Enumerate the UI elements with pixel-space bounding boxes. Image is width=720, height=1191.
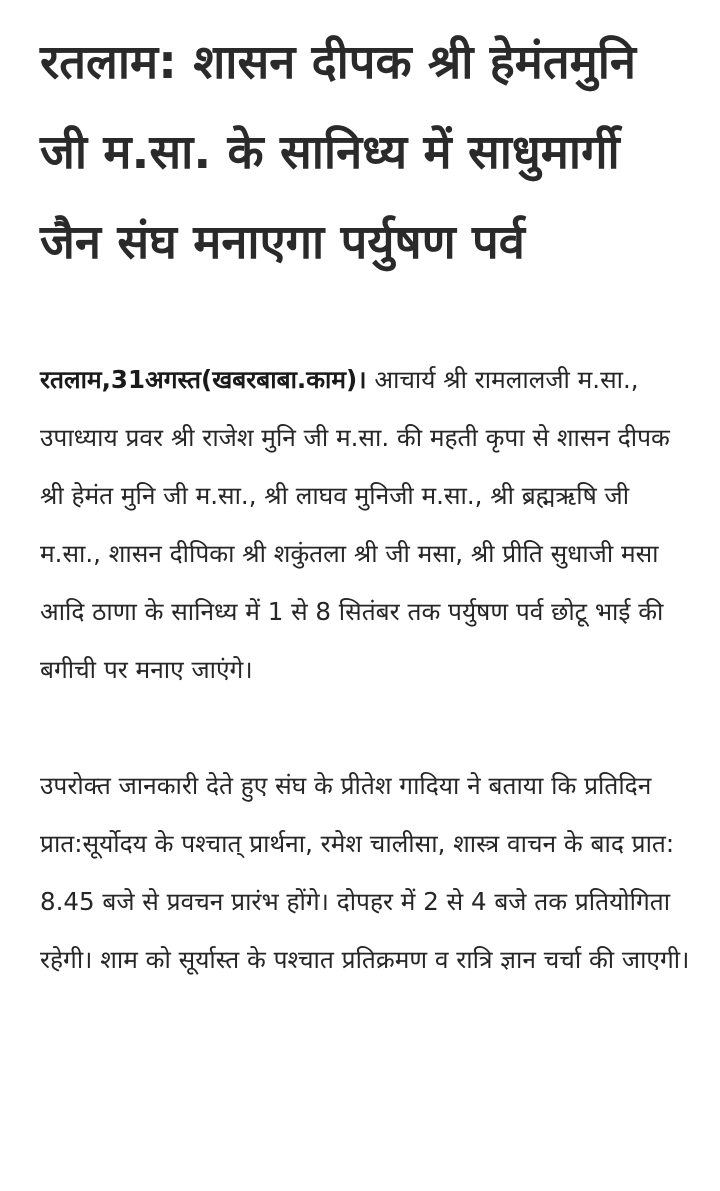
article-paragraph-2: उपरोक्त जानकारी देते हुए संघ के प्रीतेश गादिया ने बताया कि प्रतिदिन प्रात:सूर्योदय के पश्चात् प्रार्थना, रमेश चालीसा, शास्त्र वाचन के बाद प्रात: 8.45 बजे से प्रवचन प्रारंभ होंगे। दोपहर में 2 से 4 बजे तक प्रतियोगिता रहेगी। शाम को सूर्यास्त के पश्चात प्रतिक्रमण व रात्रि ज्ञान चर्चा की जाएगी। [40, 771, 690, 974]
article-paragraph-1 [40, 351, 690, 699]
article-dateline: रतलाम,31अगस्त(खबरबाबा.काम)। [40, 365, 367, 394]
article-headline: रतलाम: शासन दीपक श्री हेमंतमुनि जी म.सा. के सानिध्य में साधुमार्गी जैन संघ मनाएगा पर्युषण पर्व [40, 35, 636, 270]
article-paragraph-1-text: आचार्य श्री रामलालजी म.सा., उपाध्याय प्रवर श्री राजेश मुनि जी म.सा. की महती कृपा से शासन दीपक श्री हेमंत मुनि जी म.सा., श्री लाघव मुनिजी म.सा., श्री ब्रह्मऋषि जी म.सा., शासन दीपिका श्री शकुंतला श्री जी मसा, श्री प्रीति सुधाजी मसा आदि ठाणा के सानिध्य में 1 से 8 सितंबर तक पर्युषण पर्व छोटू भाई की बगीची पर मनाए जाएंगे। [40, 365, 670, 684]
article [40, 18, 690, 989]
